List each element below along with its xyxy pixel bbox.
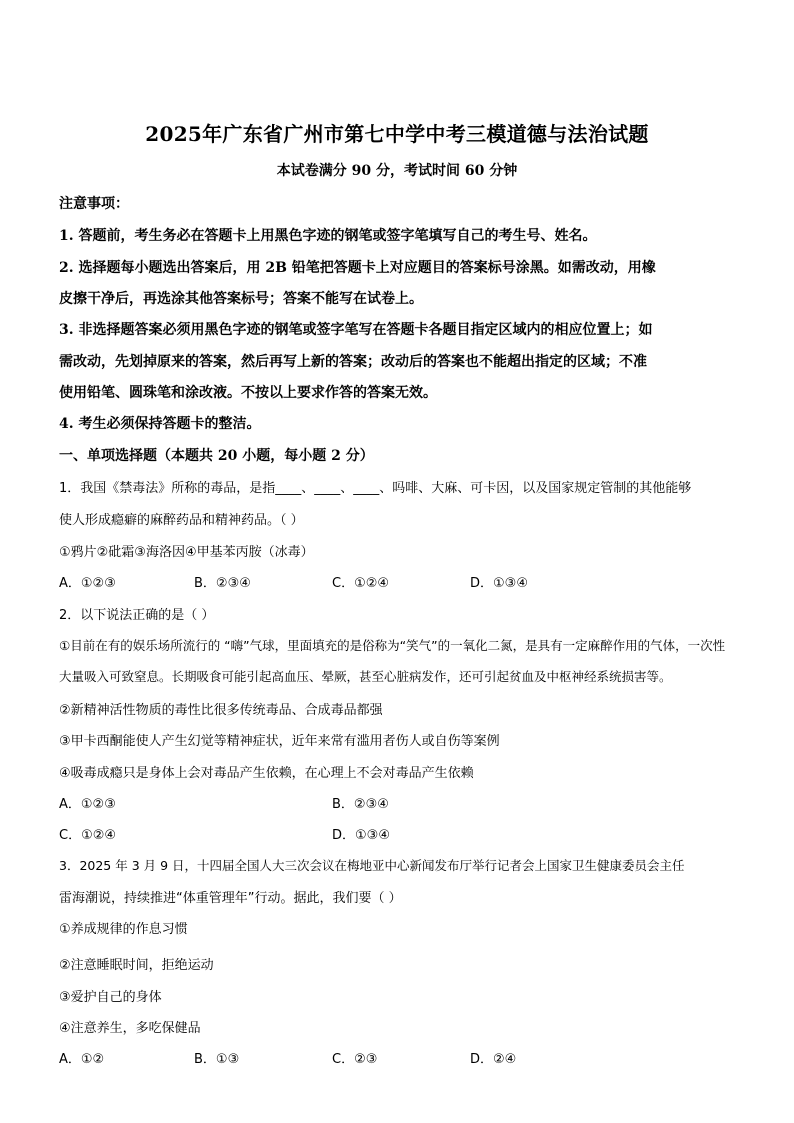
note-line: 使用铅笔、圆珠笔和涂改液。不按以上要求作答的答案无效。 bbox=[59, 385, 437, 401]
option-c: C．①②④ bbox=[332, 576, 390, 591]
question-item: ②注意睡眠时间，拒绝运动 bbox=[59, 958, 214, 973]
question-item: ④注意养生，多吃保健品 bbox=[59, 1021, 201, 1036]
question-item: ④吸毒成瘾只是身体上会对毒品产生依赖，在心理上不会对毒品产生依赖 bbox=[59, 766, 474, 781]
question-item: ③甲卡西酮能使人产生幻觉等精神症状，近年来常有滥用者伤人或自伤等案例 bbox=[59, 734, 500, 749]
question-item: ①养成规律的作息习惯 bbox=[59, 922, 188, 937]
exam-subtitle: 本试卷满分 90 分，考试时间 60 分钟 bbox=[276, 163, 518, 179]
note-line: 4. 考生必须保持答题卡的整洁。 bbox=[59, 416, 261, 432]
question-stem: 雷海潮说，持续推进“体重管理年”行动。据此，我们要（ ） bbox=[59, 891, 402, 906]
option-b: B．②③④ bbox=[332, 797, 389, 812]
note-line: 1. 答题前，考生务必在答题卡上用黑色字迹的钢笔或签字笔填写自己的考生号、姓名。 bbox=[59, 228, 597, 244]
option-d: D．①③④ bbox=[470, 576, 528, 591]
option-d: D．①③④ bbox=[332, 828, 390, 843]
question-item: ①目前在有的娱乐场所流行的 “嗨”气球，里面填充的是俗称为“笑气”的一氧化二氮，是具有一定麻醉作用的气体，一次性 bbox=[59, 638, 726, 653]
note-line: 皮擦干净后，再选涂其他答案标号；答案不能写在试卷上。 bbox=[59, 291, 423, 307]
question-item: 大量吸入可致窒息。长期吸食可能引起高血压、晕厥，甚至心脏病发作，还可引起贫血及中枢神经系统损害等。 bbox=[59, 669, 672, 684]
page-title: 2025年广东省广州市第七中学中考三模道德与法治试题 bbox=[145, 122, 649, 146]
note-line: 3. 非选择题答案必须用黑色字迹的钢笔或签字笔写在答题卡各题目指定区域内的相应位置上；如 bbox=[59, 322, 653, 338]
option-c: C．①②④ bbox=[59, 828, 117, 843]
note-line: 2. 选择题每小题选出答案后，用 2B 铅笔把答题卡上对应题目的答案标号涂黑。如需改动，用橡 bbox=[59, 260, 656, 276]
option-d: D．②④ bbox=[470, 1052, 517, 1067]
question-item: ③爱护自己的身体 bbox=[59, 990, 162, 1005]
option-a: A．①② bbox=[59, 1052, 105, 1067]
option-b: B．②③④ bbox=[194, 576, 251, 591]
option-a: A．①②③ bbox=[59, 797, 116, 812]
option-b: B．①③ bbox=[194, 1052, 240, 1067]
notes-heading: 注意事项： bbox=[59, 196, 129, 212]
question-item: ②新精神活性物质的毒性比很多传统毒品、合成毒品都强 bbox=[59, 703, 383, 718]
option-a: A．①②③ bbox=[59, 576, 116, 591]
question-stem: 使人形成瘾癖的麻醉药品和精神药品。（ ） bbox=[59, 513, 304, 528]
question-stem: 2．以下说法正确的是（ ） bbox=[59, 608, 215, 623]
question-stem: 1．我国《禁毒法》所称的毒品，是指____、____、____、吗啡、大麻、可卡因，以及国家规定管制的其他能够 bbox=[59, 481, 692, 496]
question-stem: 3．2025 年 3 月 9 日，十四届全国人大三次会议在梅地亚中心新闻发布厅举行记者会上国家卫生健康委员会主任 bbox=[59, 858, 685, 873]
section-heading: 一、单项选择题（本题共 20 小题，每小题 2 分） bbox=[59, 448, 374, 464]
note-line: 需改动，先划掉原来的答案，然后再写上新的答案；改动后的答案也不能超出指定的区域；不准 bbox=[59, 354, 647, 370]
question-items: ①鸦片②砒霜③海洛因④甲基苯丙胺（冰毒） bbox=[59, 545, 314, 560]
option-c: C．②③ bbox=[332, 1052, 378, 1067]
